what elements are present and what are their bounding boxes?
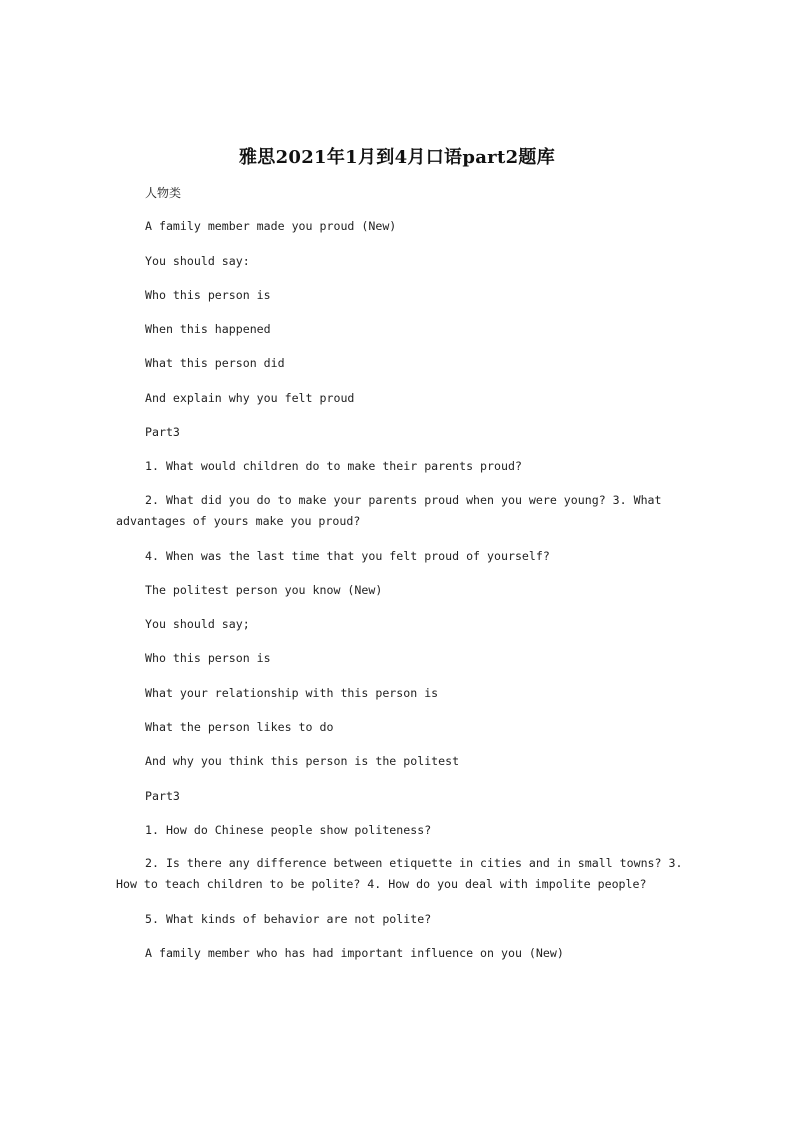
topic1-point-2: When this happened <box>145 322 271 336</box>
topic2-heading: The politest person you know (New) <box>145 583 383 597</box>
topic1-question-1: 1. What would children do to make their parents proud? <box>145 459 522 473</box>
topic2-point-1: Who this person is <box>145 651 271 665</box>
topic2-part3-label: Part3 <box>145 789 180 803</box>
topic1-point-3: What this person did <box>145 356 285 370</box>
document-title: 雅思2021年1月到4月口语part2题库 <box>238 147 556 168</box>
topic1-point-1: Who this person is <box>145 288 271 302</box>
topic1-point-4: And explain why you felt proud <box>145 391 355 405</box>
category-label: 人物类 <box>145 186 182 200</box>
topic2-questions-2-4: 2. Is there any difference between etiquette in cities and in small towns? 3. How to teach children to be polite? 4. How do you deal with impolite people? <box>116 856 683 891</box>
topic2-question-5: 5. What kinds of behavior are not polite? <box>145 912 432 926</box>
topic2-point-3: What the person likes to do <box>145 720 334 734</box>
topic1-should-say: You should say: <box>145 254 250 268</box>
topic2-question-1: 1. How do Chinese people show politeness? <box>145 823 432 837</box>
topic1-heading: A family member made you proud (New) <box>145 219 397 233</box>
topic1-questions-2-3: 2. What did you do to make your parents proud when you were young? 3. What advantages of yours make you proud? <box>116 493 662 528</box>
topic3-heading: A family member who has had important influence on you (New) <box>145 946 564 960</box>
topic1-question-4: 4. When was the last time that you felt proud of yourself? <box>145 549 550 563</box>
topic1-part3-label: Part3 <box>145 425 180 439</box>
topic2-point-4: And why you think this person is the politest <box>145 754 460 768</box>
topic2-should-say: You should say; <box>145 617 250 631</box>
topic2-point-2: What your relationship with this person is <box>145 686 439 700</box>
